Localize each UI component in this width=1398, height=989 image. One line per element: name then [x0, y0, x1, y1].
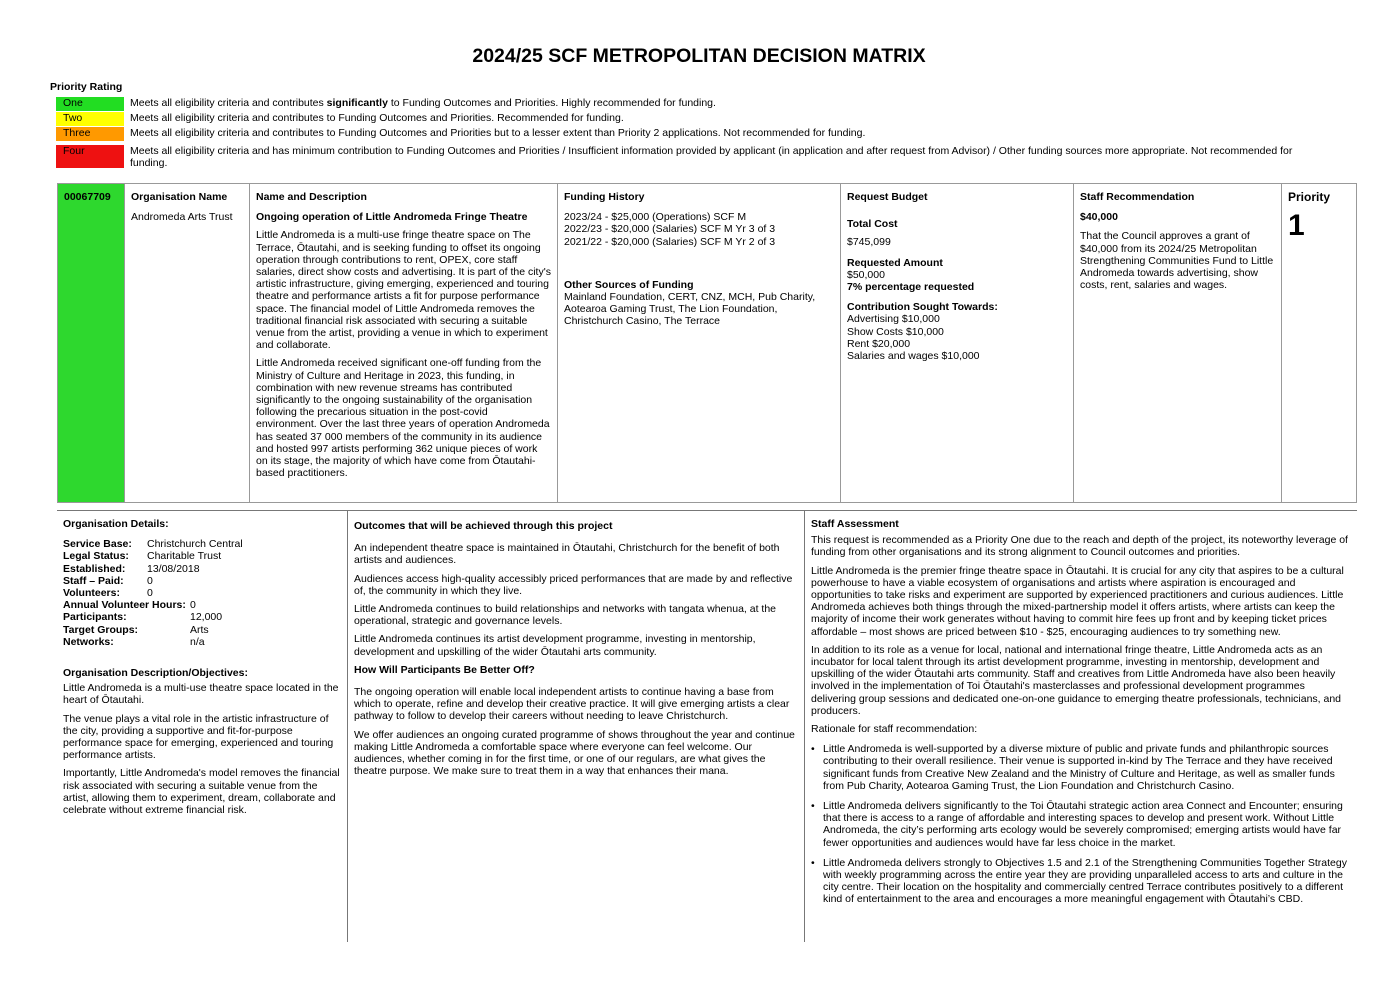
organisation-description-header: Organisation Description/Objectives:	[63, 667, 248, 680]
legend-swatch-one: One	[56, 97, 124, 112]
total-cost-value: $745,099	[847, 236, 891, 249]
details-section	[57, 510, 1357, 942]
funding-history-item: 2023/24 - $25,000 (Operations) SCF M	[564, 211, 747, 224]
legend-swatch-two: Two	[56, 112, 124, 127]
outcomes-header: Outcomes that will be achieved through this project	[354, 520, 613, 532]
detail-value: Charitable Trust	[147, 550, 222, 563]
detail-label: Target Groups:	[63, 623, 139, 636]
project-title: Ongoing operation of Little Andromeda Fringe Theatre	[256, 211, 528, 224]
detail-value: 0	[190, 599, 196, 612]
legend-swatch-four: Four	[56, 145, 124, 169]
description-paragraph-1: Little Andromeda is a multi-use fringe theatre space on The Terrace, Ōtautahi, and is seeking funding to offset its ongoing operation through contributions to rent, OPEX, core staff salaries, direct show costs and advertising. It is part of the city's artistic infrastructure, giving emerging, experienced and touring theatre and performance artists a fit for purpose performance space. The financial model of Little Andromeda removes the traditional financial risk associated with securing a suitable venue from the artist, providing a venue in which to experiment and collaborate.	[256, 229, 551, 352]
detail-value: 12,000	[190, 611, 223, 624]
detail-row	[63, 611, 341, 623]
funding-history-header: Funding History	[564, 191, 645, 203]
request-budget-column	[841, 184, 1074, 502]
legend-desc-three: Meets all eligibility criteria and contributes to Funding Outcomes and Priorities but to a lesser extent than Priority 2 applications. Not recommended for funding.	[130, 127, 866, 139]
staff-recommendation-text: That the Council approves a grant of $40,000 from its 2024/25 Metropolitan Strengthening Communities Fund to Little Andromeda towards advertising, show costs, rent, salaries and wages.	[1080, 230, 1274, 292]
detail-label: Volunteers:	[63, 587, 120, 600]
requested-amount-label: Requested Amount	[847, 256, 943, 269]
funding-history-column	[558, 184, 841, 502]
other-sources-header: Other Sources of Funding	[564, 278, 694, 291]
detail-label: Staff – Paid:	[63, 574, 124, 587]
contribution-item: Advertising $10,000	[847, 313, 940, 326]
detail-label: Annual Volunteer Hours:	[63, 599, 186, 612]
contribution-item: Show Costs $10,000	[847, 325, 944, 338]
rationale-bullet: • Little Andromeda delivers strongly to Objectives 1.5 and 2.1 of the Strengthening Communities Together Strategy with weekly programming across the entire year they are providing unparalleled access to arts and culture in the city centre. Their location on the hospitality and commercially centred Terrace contributes positively to a different kind of entertainment to the area and encourages a more meaningful engagement with Ōtautahi’s CBD.	[811, 857, 1351, 906]
detail-row	[63, 599, 341, 611]
detail-label: Established:	[63, 562, 126, 575]
organisation-name-header: Organisation Name	[131, 191, 228, 203]
staff-recommendation-header: Staff Recommendation	[1080, 191, 1195, 203]
description-paragraph-2: Little Andromeda received significant one-off funding from the Ministry of Culture and Heritage in 2023, this funding, in combination with new revenue streams has contributed significantly to the ongoing sustainability of the organisation following the precarious situation in the post-covid environment. Over the last three years of operation Andromeda has seated 37 000 members of the community in its audience and hosted 997 artists performing 362 unique pieces of work on its stage, the majority of which have come from Ōtautahi-based practitioners.	[256, 357, 550, 480]
funding-history-item: 2021/22 - $20,000 (Salaries) SCF M Yr 2 of 3	[564, 235, 776, 248]
detail-value: 0	[147, 574, 153, 587]
priority-header: Priority	[1288, 190, 1331, 204]
assessment-paragraph: Little Andromeda is the premier fringe theatre space in Ōtautahi. It is crucial for any city that aspires to be a cultural powerhouse to have a viable ecosystem of organisations and artists where aspiration is encouraged and opportunities to take risks and experiment are supported by experienced practitioners and curious audiences. Little Andromeda achieves both things through the mixed-partnership model it offers artists, where artists can keep the majority of income their work generates without having to commit hire fees up front and by keeping ticket prices affordable – most shows are priced between $10 - $25, encouraging audiences to try something new.	[811, 564, 1344, 638]
detail-row	[63, 550, 341, 562]
staff-assessment-column	[805, 510, 1357, 942]
funding-history-item: 2022/23 - $20,000 (Salaries) SCF M Yr 3 of 3	[564, 223, 776, 236]
legend-row-four	[56, 145, 1316, 169]
organisation-details-column	[57, 510, 348, 942]
other-sources-text: Mainland Foundation, CERT, CNZ, MCH, Pub Charity, Aotearoa Gaming Trust, The Lion Foundation, Christchurch Casino, The Terrace	[564, 291, 816, 328]
better-off-header: How Will Participants Be Better Off?	[354, 663, 535, 676]
detail-label: Participants:	[63, 611, 127, 624]
legend-desc-one: Meets all eligibility criteria and contributes significantly to Funding Outcomes and Priorities. Highly recommended for funding.	[130, 97, 716, 109]
requested-amount-value: $50,000	[847, 268, 885, 281]
organisation-name: Andromeda Arts Trust	[131, 211, 233, 224]
detail-row	[63, 575, 341, 587]
better-off-paragraph: We offer audiences an ongoing curated programme of shows throughout the year and continue making Little Andromeda a comfortable space where everyone can feel welcome. Our audiences, whether coming in for the first time, or one of our regulars, are what gives the theatre purpose. We make sure to treat them in a way that enhances their mana.	[354, 728, 795, 778]
detail-label: Networks:	[63, 635, 114, 648]
organisation-details-header: Organisation Details:	[63, 518, 169, 530]
page-title: 2024/25 SCF METROPOLITAN DECISION MATRIX	[472, 45, 926, 67]
legend-row-one	[56, 97, 1316, 112]
request-budget-header: Request Budget	[847, 191, 928, 203]
detail-value: Arts	[190, 623, 209, 636]
organisation-description-paragraph: Importantly, Little Andromeda's model removes the financial risk associated with securing a suitable venue from the artist, allowing them to experiment, dream, collaborate and celebrate without extreme financial risk.	[63, 767, 340, 817]
outcomes-column	[348, 510, 805, 942]
outcome-item: Little Andromeda continues to build relationships and networks with tangata whenua, at the operational, strategic and governance levels.	[354, 603, 777, 628]
legend-swatch-three: Three	[56, 127, 124, 142]
detail-label: Service Base:	[63, 538, 132, 551]
legend-desc-two: Meets all eligibility criteria and contributes to Funding Outcomes and Priorities. Recommended for funding.	[130, 112, 624, 124]
rationale-bullet: • Little Andromeda is well-supported by a diverse mixture of public and private funds and philanthropic sources contributing to their overall resilience. Their venue is supported in-kind by The Terrace and they have received significant funds from Creative New Zealand and the Ministry of Culture and Heritage, as well as smaller funds from Pub Charity, Aotearoa Gaming Trust, the Lion Foundation and Christchurch Casino.	[811, 743, 1351, 792]
priority-rating-label: Priority Rating	[50, 81, 123, 93]
organisation-description-paragraph: The venue plays a vital role in the artistic infrastructure of the city, providing a supportive and fit-for-purpose performance space for emerging, experienced and touring performance artists.	[63, 712, 334, 762]
organisation-description-paragraph: Little Andromeda is a multi-use theatre space located in the heart of Ōtautahi.	[63, 682, 339, 707]
rationale-label: Rationale for staff recommendation:	[811, 723, 978, 736]
total-cost-label: Total Cost	[847, 218, 898, 231]
decision-matrix-row	[57, 183, 1357, 503]
detail-row	[63, 587, 341, 599]
priority-legend	[56, 97, 1316, 169]
staff-assessment-header: Staff Assessment	[811, 518, 899, 530]
detail-row	[63, 636, 341, 648]
detail-value: 0	[147, 587, 153, 600]
organisation-column	[125, 184, 250, 502]
name-description-header: Name and Description	[256, 191, 367, 203]
legend-row-two	[56, 112, 1316, 127]
priority-value: 1	[1288, 209, 1305, 243]
staff-recommendation-column	[1074, 184, 1282, 502]
outcome-item: Little Andromeda continues its artist development programme, investing in mentorship, development and upskilling of the wider Ōtautahi arts community.	[354, 633, 756, 658]
contribution-label: Contribution Sought Towards:	[847, 301, 998, 314]
outcome-item: Audiences access high-quality accessibly priced performances that are made by and reflective of, the community in which they live.	[354, 572, 793, 597]
legend-desc-four: Meets all eligibility criteria and has minimum contribution to Funding Outcomes and Priorities / Insufficient information provided by applicant (in application and after request from Advisor) / Other funding sources more appropriate. Not recommended for funding.	[130, 145, 1293, 170]
staff-recommended-amount: $40,000	[1080, 211, 1118, 224]
percentage-requested: 7% percentage requested	[847, 281, 975, 294]
assessment-paragraph: In addition to its role as a venue for local, national and international fringe theatre, Little Andromeda acts as an incubator for local talent through its artist development programme, investing in mentorship, development and upskilling of the wider Ōtautahi arts community. Staff and creatives from Little Andromeda have also been heavily involved in the implementation of Toi Ōtautahi's masterclasses and professional development programmes delivering group sessions and dedicated one-on-one guidance to emerging theatre professionals, technicians, and producers.	[811, 643, 1342, 717]
detail-value: 13/08/2018	[147, 562, 200, 575]
assessment-paragraph: This request is recommended as a Priority One due to the reach and depth of the project, its noteworthy leverage of funding from other organisations and its strong alignment to Council outcomes and priorities.	[811, 534, 1348, 559]
name-description-column	[250, 184, 558, 502]
rationale-bullet: • Little Andromeda delivers significantly to the Toi Ōtautahi strategic action area Connect and Encounter; ensuring that there is access to a range of affordable and interesting spaces to develop and present work. Without Little Andromeda, the city’s performing arts ecology would be severely compromised; emerging artists would have far fewer opportunities and audiences would have far less choice in the market.	[811, 800, 1351, 849]
outcome-item: An independent theatre space is maintained in Ōtautahi, Christchurch for the benefit of both artists and audiences.	[354, 542, 780, 567]
detail-row	[63, 563, 341, 575]
detail-label: Legal Status:	[63, 550, 129, 563]
legend-row-three	[56, 127, 1316, 142]
application-id: 00067709	[58, 184, 125, 502]
priority-column	[1282, 184, 1356, 502]
contribution-item: Rent $20,000	[847, 337, 911, 350]
detail-value: Christchurch Central	[147, 538, 243, 551]
contribution-item: Salaries and wages $10,000	[847, 350, 980, 363]
detail-row	[63, 624, 341, 636]
better-off-paragraph: The ongoing operation will enable local independent artists to continue having a base from which to operate, refine and develop their creative practice. It will give emerging artists a clear pathway to follow to develop their careers without needing to leave Christchurch.	[354, 686, 790, 723]
detail-row	[63, 538, 341, 550]
detail-value: n/a	[190, 635, 205, 648]
